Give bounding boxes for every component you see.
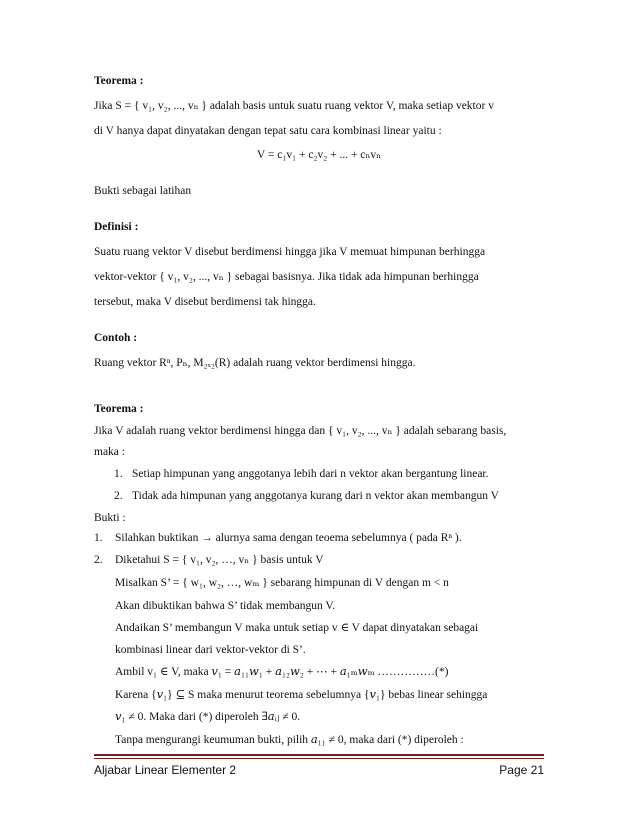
theorem-heading: Teorema : [94,403,144,415]
definition-text-line: Suatu ruang vektor V disebut berdimensi hingga jika V memuat himpunan berhingga [94,246,486,258]
list-item: Silahkan buktikan → alurnya sama dengan teoema sebelumnya ( pada Rⁿ ). [115,532,462,544]
page-number: Page 21 [499,763,544,777]
footer-title: Aljabar Linear Elementer 2 [94,763,237,777]
list-item: Tidak ada himpunan yang anggotanya kurang dari n vektor akan membangun V [132,490,499,502]
example-text: Ruang vektor Rⁿ, Pₙ, M₂ₓ₂(R) adalah ruang vektor berdimensi hingga. [94,357,416,369]
proof-line: Karena {𝑣₁} ⊆ S maka menurut teorema sebelumnya {𝑣₁} bebas linear sehingga [115,689,488,701]
theorem-formula: V = c₁v₁ + c₂v₂ + ... + cₙvₙ [256,149,382,161]
theorem-heading: Teorema : [94,75,144,87]
proof-line: Akan dibuktikan bahwa S’ tidak membangun V. [115,600,336,612]
proof-line: Tanpa mengurangi keumuman bukti, pilih 𝑎₁₁ ≠ 0, maka dari (*) diperoleh : [115,734,464,746]
proof-line: Misalkan S’ = { w₁, w₂, …, wₘ } sebarang himpunan di V dengan m < n [115,577,449,589]
footer-rule [94,754,544,756]
footer-rule [94,758,544,759]
proof-line: 𝑣₁ ≠ 0. Maka dari (*) diperoleh ∃𝑎ᵢⱼ ≠ 0. [115,711,301,723]
definition-text-line: vektor-vektor { v₁, v₂, ..., vₙ } sebagai basisnya. Jika tidak ada himpunan berhingga [94,271,479,283]
proof-line: kombinasi linear dari vektor-vektor di S’. [115,644,306,656]
proof-heading: Bukti : [94,512,126,524]
theorem-text-line: Jika S = { v₁, v₂, ..., vₙ } adalah basis untuk suatu ruang vektor V, maka setiap vektor v [94,100,494,112]
proof-line: Diketahui S = { v₁, v₂, …, vₙ } basis untuk V [115,554,324,566]
list-item: Setiap himpunan yang anggotanya lebih dari n vektor akan bergantung linear. [132,468,489,480]
theorem-text-line: Jika V adalah ruang vektor berdimensi hingga dan { v₁, v₂, ..., vₙ } adalah sebarang basis, [94,425,507,437]
proof-line: Andaikan S’ membangun V maka untuk setiap v ∈ V dapat dinyatakan sebagai [115,622,479,634]
definition-heading: Definisi : [94,221,139,233]
definition-text-line: tersebut, maka V disebut berdimensi tak hingga. [94,296,316,308]
theorem-text-line: di V hanya dapat dinyatakan dengan tepat satu cara kombinasi linear yaitu : [94,125,442,137]
example-heading: Contoh : [94,332,138,344]
list-number: 2. [114,490,123,502]
list-number: 1. [114,468,123,480]
proof-note: Bukti sebagai latihan [94,185,192,197]
theorem-text-line: maka : [94,446,125,458]
list-number: 2. [94,554,103,566]
list-number: 1. [94,532,103,544]
proof-line: Ambil v₁ ∈ V, maka 𝑣₁ = 𝑎₁₁𝑤₁ + 𝑎₁₂𝑤₂ + ⋯ + 𝑎₁ₘ𝑤ₘ ……………(*) [115,666,449,678]
